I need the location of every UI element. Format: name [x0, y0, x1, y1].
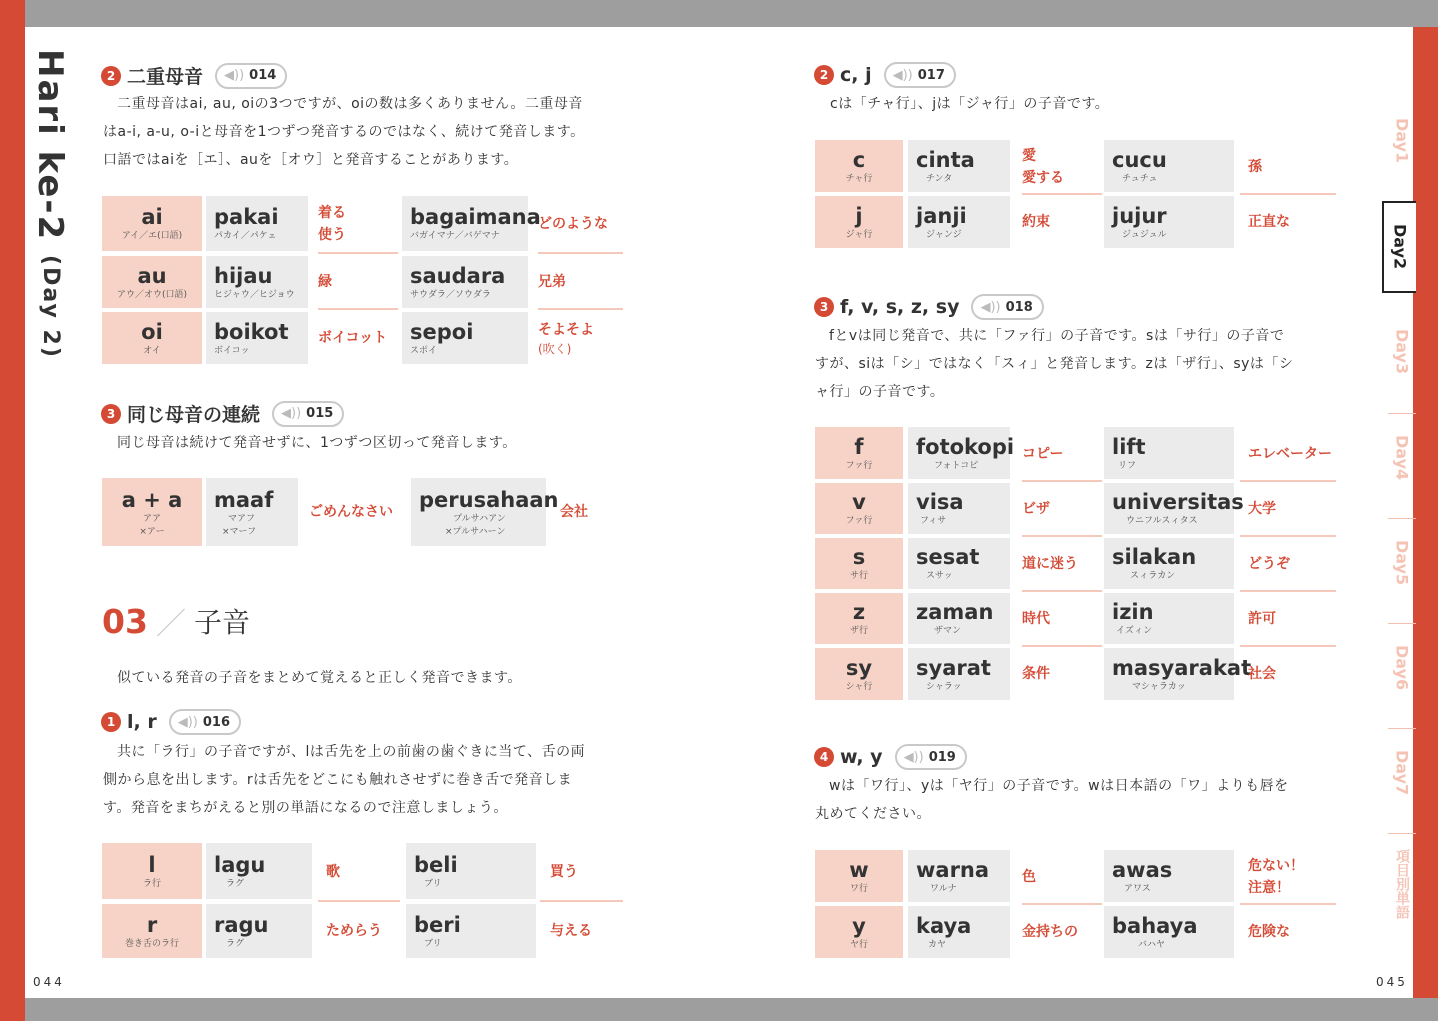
audio-track-number: 017	[917, 67, 945, 83]
fvszsy-description	[815, 322, 1293, 406]
table-meaning-cell	[1240, 538, 1336, 592]
meaning-text: エレベーター	[1248, 445, 1332, 462]
section-title: f, v, s, z, sy	[840, 296, 960, 318]
consonant-kana: ジャ行	[845, 229, 873, 240]
meaning-text: 約束	[1022, 214, 1050, 230]
paragraph-line: 側から息を出します。rは舌先をどこにも触れさせずに巻き舌で発音しま	[103, 772, 573, 788]
section-title: c, j	[840, 64, 872, 86]
table-word-cell	[908, 483, 1010, 534]
table-meaning-cell	[560, 478, 620, 546]
meaning-text: 使う	[318, 227, 346, 243]
word-text: bahaya	[1112, 913, 1198, 938]
word-kana: ジャンジ	[926, 229, 962, 240]
meaning-text: 道に迷う	[1022, 556, 1078, 572]
word-text: maaf	[214, 487, 274, 512]
word-kana: リフ	[1118, 460, 1137, 471]
paragraph-line: 二重母音はai, au, oiの3つですが、oiの数は多くありません。二重母音	[117, 96, 583, 112]
table-meaning-cell	[1022, 140, 1102, 195]
paragraph-line: す。発音をまちがえると別の単語になるので注意しましょう。	[103, 800, 508, 816]
table-meaning-cell	[1022, 483, 1102, 537]
audio-track-number: 019	[928, 749, 956, 765]
word-text: saudara	[410, 263, 506, 288]
word-text: janji	[916, 203, 967, 228]
table-word-cell	[206, 196, 308, 251]
table-meaning-cell	[1240, 427, 1336, 482]
meaning-text: 注意！	[1248, 879, 1290, 896]
consonant-text: y	[852, 913, 866, 938]
table-consonant-cell	[815, 648, 903, 700]
section-title: 同じ母音の連続	[127, 404, 261, 426]
word-text: silakan	[1112, 545, 1197, 569]
meaning-text: 大学	[1248, 501, 1276, 517]
meaning-text: ためらう	[326, 923, 382, 939]
consonant-kana: ザ行	[849, 626, 868, 636]
word-text: lagu	[214, 852, 266, 877]
table-consonant-cell	[815, 427, 903, 479]
tab-day3[interactable]	[1388, 308, 1416, 396]
word-kana: カヤ	[928, 939, 947, 950]
word-kana: シャラッ	[926, 681, 962, 692]
word-kana: フォトコピ	[934, 460, 979, 471]
paragraph-line: 同じ母音は続けて発音せずに、1つずつ区切って発音します。	[117, 435, 517, 451]
table-meaning-cell	[1022, 196, 1102, 248]
consonant-kana: ラ行	[142, 878, 161, 889]
table-word-cell	[908, 538, 1010, 589]
word-kana: ラグ	[226, 878, 245, 889]
consonant-text: j	[855, 203, 863, 228]
word-kana: ワルナ	[930, 883, 957, 894]
table-meaning-cell	[538, 312, 623, 364]
vowel-kana: アウ／オウ(口語)	[116, 289, 188, 300]
tab-label: Day2	[1390, 224, 1410, 270]
consonant-kana: ファ行	[845, 516, 873, 526]
word-kana: プルサハアン	[453, 513, 506, 524]
table-word-cell	[1104, 427, 1234, 479]
table-meaning-cell	[1240, 140, 1336, 195]
table-word-cell	[402, 312, 528, 364]
table-word-cell	[206, 904, 312, 958]
paragraph-line: 丸めてください。	[815, 806, 931, 822]
speaker-icon: ◀))	[892, 67, 913, 83]
consonant-text: r	[146, 912, 158, 937]
chapter-title-text: Hari ke-2	[30, 49, 70, 242]
table-word-cell	[206, 312, 308, 364]
table-word-cell	[908, 850, 1010, 902]
cj-description	[830, 90, 1109, 118]
table-meaning-cell	[540, 843, 623, 902]
speaker-icon: ◀))	[177, 714, 198, 730]
meaning-text: 時代	[1022, 611, 1050, 627]
meaning-text: 色	[1022, 868, 1036, 885]
tab-label: Day1	[1392, 118, 1412, 164]
table-meaning-cell	[318, 904, 400, 958]
section-fvszsy-heading	[814, 294, 1044, 320]
vowel-kana: アア	[142, 513, 161, 524]
word-text: sesat	[916, 545, 980, 569]
table-consonant-cell	[815, 140, 903, 192]
audio-track-number: 018	[1005, 299, 1033, 315]
table-vowel-cell	[102, 312, 202, 364]
table-word-cell	[206, 478, 298, 546]
word-kana: スサッ	[926, 571, 953, 581]
table-vowel-cell	[102, 478, 202, 546]
table-meaning-cell	[1022, 427, 1102, 482]
word-kana: フィサ	[920, 516, 947, 526]
audio-track-button[interactable]	[971, 294, 1043, 320]
word-text: zaman	[916, 600, 994, 624]
paragraph-line: 口語ではaiを［エ］、auを［オウ］と発音することがあります。	[103, 152, 519, 168]
audio-track-button[interactable]	[169, 709, 241, 735]
word-kana: ジュジュル	[1122, 229, 1167, 240]
table-consonant-cell	[815, 538, 903, 589]
word-text: warna	[916, 857, 990, 882]
table-word-cell	[1104, 906, 1234, 958]
meaning-text: 買う	[550, 863, 578, 880]
vowel-kana: アイ／エ(口語)	[121, 231, 183, 241]
table-word-cell	[402, 196, 541, 251]
consonant-kana: ワ行	[849, 883, 868, 894]
section-same-vowel-heading	[101, 400, 344, 427]
meaning-text: ビザ	[1022, 501, 1050, 517]
word-kana: スィラカン	[1130, 571, 1176, 581]
table-word-cell	[402, 256, 528, 308]
meaning-text: ごめんなさい	[309, 504, 393, 520]
vowel-kana-wrong: ×アー	[139, 526, 165, 537]
tab-vocabulary-by-topic[interactable]	[1388, 833, 1416, 933]
word-kana: サウダラ／ソウダラ	[410, 289, 491, 300]
table-meaning-cell	[1022, 593, 1102, 647]
table-word-cell	[908, 427, 1015, 479]
word-text: fotokopi	[916, 434, 1015, 459]
tab-day4[interactable]	[1388, 413, 1416, 501]
speaker-icon: ◀))	[903, 749, 924, 765]
consonant-kana: ヤ行	[849, 939, 868, 950]
tab-label: Day3	[1392, 329, 1412, 375]
section-wy-heading	[814, 744, 967, 770]
table-meaning-cell	[538, 196, 623, 254]
meaning-text: 歌	[326, 863, 340, 880]
consonant-text: v	[852, 490, 866, 514]
vowel-text: oi	[141, 319, 163, 344]
lr-description	[103, 738, 585, 822]
table-meaning-cell	[318, 843, 400, 902]
same-vowel-description	[117, 429, 517, 457]
meaning-text: 着る	[318, 205, 346, 221]
table-word-cell	[908, 906, 1010, 958]
table-word-cell	[1104, 140, 1234, 192]
right-edge-strip	[1413, 27, 1438, 998]
audio-track-number: 015	[306, 406, 334, 421]
table-meaning-cell	[1240, 483, 1336, 537]
meaning-text: 社会	[1248, 666, 1276, 682]
tab-day1[interactable]	[1388, 97, 1416, 185]
table-meaning-cell	[318, 256, 398, 310]
table-word-cell	[1104, 196, 1234, 248]
table-consonant-cell	[815, 850, 903, 902]
consonant-kana: 巻き舌のラ行	[124, 938, 179, 949]
paragraph-line: すが、siは「シ」ではなく「スィ」と発音します。zは「ザ行」、syは「シ	[815, 356, 1294, 372]
meaning-text: 孫	[1248, 158, 1262, 175]
table-meaning-cell	[1022, 648, 1102, 700]
table-vowel-cell	[102, 196, 202, 251]
table-word-cell	[206, 843, 312, 899]
table-meaning-cell	[318, 312, 398, 364]
table-word-cell	[908, 648, 1010, 700]
page-number: 045	[1376, 975, 1408, 989]
audio-track-button[interactable]	[215, 63, 287, 89]
word-text: visa	[916, 490, 964, 514]
tab-day6[interactable]	[1388, 623, 1416, 711]
word-kana: アワス	[1124, 883, 1151, 894]
table-meaning-cell	[1022, 906, 1102, 958]
meaning-text: 条件	[1022, 666, 1050, 682]
word-kana: ブリ	[424, 878, 442, 889]
word-kana: チュチュ	[1122, 173, 1158, 184]
word-text: sepoi	[410, 319, 474, 344]
word-kana: パカイ／パケェ	[214, 231, 277, 241]
meaning-text: 金持ちの	[1022, 924, 1078, 940]
section-number-badge: 3	[101, 404, 121, 424]
word-text: boikot	[214, 319, 289, 344]
table-word-cell	[206, 256, 308, 308]
audio-track-number: 016	[202, 714, 231, 730]
word-text: lift	[1112, 434, 1146, 459]
word-kana: マアフ	[228, 513, 256, 524]
word-kana: ブリ	[424, 938, 442, 949]
word-kana: ザマン	[934, 626, 962, 636]
table-consonant-cell	[815, 196, 903, 248]
table-word-cell	[1104, 648, 1252, 700]
diphthong-description	[103, 90, 585, 174]
vowel-kana: オイ	[143, 345, 161, 356]
word-kana-wrong: ×マーフ	[222, 526, 257, 537]
vertical-chapter-title	[30, 49, 70, 359]
left-edge-strip	[0, 0, 25, 1021]
consonant-text: f	[854, 434, 864, 459]
table-word-cell	[411, 478, 559, 546]
table-meaning-cell	[1240, 648, 1336, 700]
meaning-text: そよそよ	[538, 322, 594, 338]
vowel-text: au	[137, 263, 167, 288]
audio-track-button[interactable]	[895, 744, 967, 770]
consonant-text: c	[852, 147, 866, 172]
table-consonant-cell	[815, 483, 903, 534]
word-kana: ヒジャウ／ヒジョウ	[214, 289, 295, 300]
consonant-kana: シャ行	[845, 681, 873, 692]
word-kana: バガイマナ／バゲマナ	[410, 231, 500, 241]
paragraph-line: ャ行」の子音です。	[815, 384, 945, 400]
paragraph-line: fとvは同じ発音で、共に「ファ行」の子音です。sは「サ行」の子音で	[829, 328, 1285, 344]
meaning-text: 危ない！	[1248, 857, 1304, 874]
word-text: kaya	[916, 913, 972, 938]
table-word-cell	[406, 843, 536, 899]
table-meaning-cell	[1240, 906, 1336, 958]
section-diphthong-heading	[101, 62, 287, 89]
section-title: w, y	[840, 746, 883, 768]
audio-track-number: 014	[249, 68, 277, 83]
left-page	[25, 27, 719, 998]
paragraph-line: 似ている発音の子音をまとめて覚えると正しく発音できます。	[117, 670, 522, 686]
chapter-intro	[117, 664, 522, 692]
consonant-text: l	[148, 852, 156, 877]
section-number-badge: 3	[814, 297, 834, 317]
word-text: hijau	[214, 263, 273, 288]
right-page	[719, 27, 1413, 998]
section-number-badge: 2	[101, 66, 121, 86]
table-meaning-cell	[1022, 538, 1102, 592]
word-kana: ウニフルスィタス	[1126, 516, 1198, 526]
consonant-kana: ファ行	[845, 460, 873, 471]
section-number-badge: 1	[101, 712, 121, 732]
table-word-cell	[908, 196, 1010, 248]
tab-label: Day6	[1392, 644, 1412, 691]
table-word-cell	[1104, 593, 1234, 644]
meaning-text: 緑	[318, 274, 332, 290]
word-text: syarat	[916, 655, 991, 680]
word-text: cinta	[916, 147, 975, 172]
word-text: awas	[1112, 857, 1173, 882]
table-word-cell	[908, 140, 1010, 192]
word-kana: バハヤ	[1138, 939, 1166, 950]
table-vowel-cell	[102, 256, 202, 308]
word-kana: イズィン	[1116, 626, 1153, 636]
table-meaning-cell	[1240, 593, 1336, 647]
tab-label: Day4	[1392, 434, 1412, 481]
table-word-cell	[1104, 483, 1244, 534]
meaning-text: 危険な	[1248, 924, 1290, 940]
table-consonant-cell	[815, 593, 903, 644]
meaning-text: どうぞ	[1248, 556, 1290, 572]
chapter-title: 子音	[193, 606, 250, 639]
table-word-cell	[406, 904, 536, 958]
meaning-text: 愛する	[1022, 169, 1064, 186]
chapter-number: 03	[102, 601, 148, 641]
word-text: jujur	[1112, 203, 1167, 228]
speaker-icon: ◀))	[980, 299, 1001, 315]
tab-label: Day5	[1392, 539, 1412, 586]
table-word-cell	[1104, 538, 1234, 589]
meaning-text: 兄弟	[538, 274, 566, 290]
word-text: beri	[414, 912, 461, 937]
consonant-text: z	[852, 600, 866, 624]
section-title: 二重母音	[127, 66, 204, 88]
word-text: beli	[414, 852, 458, 877]
meaning-note: (吹く)	[538, 342, 572, 356]
word-text: cucu	[1112, 147, 1167, 172]
meaning-text: どのような	[538, 216, 608, 232]
paragraph-line: wは「ワ行」、yは「ヤ行」の子音です。wは日本語の「ワ」よりも唇を	[829, 778, 1289, 794]
section-number-badge: 2	[814, 65, 834, 85]
section-lr-heading	[101, 709, 241, 735]
word-text: bagaimana	[410, 205, 541, 229]
word-kana-wrong: ×プルサハーン	[445, 526, 506, 537]
wy-description	[815, 772, 1289, 828]
vowel-text: a + a	[121, 487, 183, 512]
tab-day2[interactable]	[1382, 201, 1416, 293]
consonant-text: w	[849, 857, 869, 882]
paragraph-line: cは「チャ行」、jは「ジャ行」の子音です。	[830, 96, 1110, 112]
meaning-text: 正直な	[1248, 214, 1290, 230]
speaker-icon: ◀))	[224, 68, 245, 83]
word-text: perusahaan	[419, 487, 559, 512]
word-text: izin	[1112, 600, 1154, 624]
section-title: l, r	[127, 711, 157, 733]
word-kana: ボイコッ	[214, 345, 250, 356]
table-meaning-cell	[540, 904, 623, 958]
word-kana: ラグ	[226, 938, 245, 949]
word-kana: チンタ	[926, 173, 953, 184]
tab-day5[interactable]	[1388, 518, 1416, 606]
word-kana: マシャラカッ	[1132, 681, 1186, 692]
table-meaning-cell	[318, 196, 398, 254]
meaning-text: ボイコット	[318, 330, 388, 346]
audio-track-button[interactable]	[272, 401, 344, 427]
table-meaning-cell	[309, 478, 409, 546]
word-text: pakai	[214, 205, 279, 229]
vowel-text: ai	[141, 205, 163, 229]
section-cj-heading	[814, 62, 956, 88]
consonant-text: s	[852, 545, 866, 569]
table-consonant-cell	[815, 906, 903, 958]
audio-track-button[interactable]	[884, 62, 956, 88]
speaker-icon: ◀))	[281, 406, 302, 421]
table-consonant-cell	[102, 843, 202, 899]
table-meaning-cell	[1240, 196, 1336, 248]
meaning-text: 愛	[1022, 147, 1036, 164]
consonant-kana: サ行	[849, 571, 868, 581]
chapter-divider: ／	[155, 607, 186, 642]
table-word-cell	[908, 593, 1010, 644]
paragraph-line: はa-i, a-u, o-iと母音を1つずつ発音するのではなく、続けて発音します。	[103, 124, 585, 140]
word-text: ragu	[214, 912, 269, 937]
consonant-kana: チャ行	[845, 173, 873, 184]
meaning-text: 許可	[1248, 611, 1276, 627]
meaning-text: 与える	[550, 923, 592, 939]
meaning-text: 会社	[560, 504, 588, 520]
page-number: 044	[33, 975, 65, 989]
meaning-text: コピー	[1022, 445, 1064, 462]
chapter-title-sub: (Day 2)	[38, 255, 63, 359]
paragraph-line: 共に「ラ行」の子音ですが、lは舌先を上の前歯の歯ぐきに当て、舌の両	[117, 744, 586, 760]
word-text: universitas	[1112, 490, 1244, 514]
section-number-badge: 4	[814, 747, 834, 767]
tab-label: Day7	[1392, 749, 1412, 796]
chapter-heading	[102, 599, 250, 643]
table-meaning-cell	[1240, 850, 1336, 905]
table-word-cell	[1104, 850, 1234, 902]
consonant-text: sy	[845, 655, 873, 680]
table-meaning-cell	[1022, 850, 1102, 905]
table-consonant-cell	[102, 904, 202, 958]
tab-day7[interactable]	[1388, 728, 1416, 816]
word-text: masyarakat	[1112, 655, 1252, 680]
tab-label: 項目別単語	[1394, 848, 1410, 919]
word-kana: スポイ	[410, 345, 438, 356]
table-meaning-cell	[538, 256, 623, 310]
